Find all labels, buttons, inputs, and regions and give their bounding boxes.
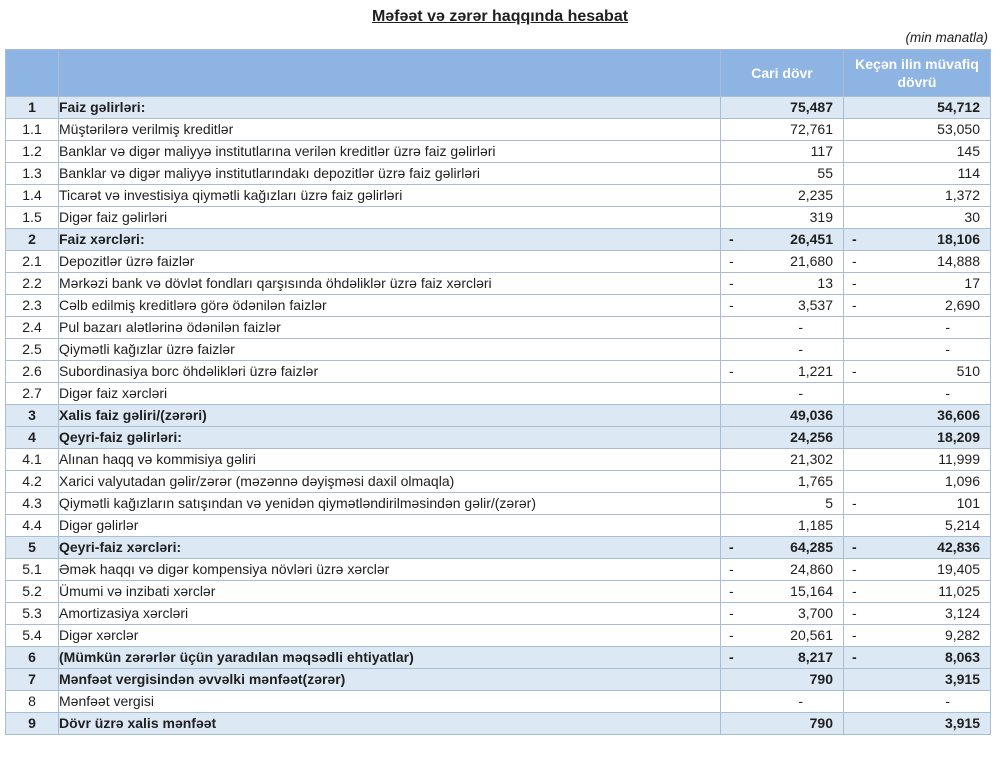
current-period-value xyxy=(721,625,844,647)
previous-period-value xyxy=(844,603,991,625)
header-current-period: Cari dövr xyxy=(721,50,844,97)
row-label: Cəlb edilmiş kreditlərə görə ödənilən faizlər xyxy=(59,295,721,317)
row-label: Digər xərclər xyxy=(59,625,721,647)
previous-period-value xyxy=(844,273,991,295)
negative-sign: - xyxy=(852,231,857,247)
current-period-value xyxy=(721,427,844,449)
row-label: Qiymətli kağızlar üzrə faizlər xyxy=(59,339,721,361)
row-number: 2 xyxy=(6,229,59,251)
row-number: 6 xyxy=(6,647,59,669)
row-number: 1 xyxy=(6,97,59,119)
negative-sign: - xyxy=(729,275,734,291)
previous-period-value: - xyxy=(844,691,991,713)
row-label: Xalis faiz gəliri/(zərəri) xyxy=(59,405,721,427)
previous-period-value xyxy=(844,493,991,515)
table-row xyxy=(6,691,991,713)
row-label: Digər faiz gəlirləri xyxy=(59,207,721,229)
amount: 42,836 xyxy=(937,539,980,555)
previous-period-value xyxy=(844,669,991,691)
table-row xyxy=(6,141,991,163)
amount: 1,372 xyxy=(944,187,980,203)
amount: 15,164 xyxy=(790,583,833,599)
amount: 319 xyxy=(809,209,833,225)
row-number: 2.1 xyxy=(6,251,59,273)
row-label: Mənfəət vergisindən əvvəlki mənfəət(zərər) xyxy=(59,669,721,691)
previous-period-value: - xyxy=(844,317,991,339)
table-row xyxy=(6,207,991,229)
row-number: 5.1 xyxy=(6,559,59,581)
row-label: Digər gəlirlər xyxy=(59,515,721,537)
current-period-value xyxy=(721,493,844,515)
row-number: 2.2 xyxy=(6,273,59,295)
negative-sign: - xyxy=(729,231,734,247)
table-row xyxy=(6,317,991,339)
previous-period-value xyxy=(844,119,991,141)
row-number: 1.2 xyxy=(6,141,59,163)
amount: 54,712 xyxy=(937,99,980,115)
amount: 75,487 xyxy=(790,99,833,115)
current-period-value xyxy=(721,603,844,625)
row-number: 5 xyxy=(6,537,59,559)
amount: 3,124 xyxy=(944,605,980,621)
amount: 114 xyxy=(957,165,980,181)
current-period-value xyxy=(721,251,844,273)
table-row xyxy=(6,119,991,141)
header-row xyxy=(6,50,991,97)
previous-period-value xyxy=(844,449,991,471)
amount: 117 xyxy=(810,143,833,159)
table-row xyxy=(6,185,991,207)
row-number: 4.1 xyxy=(6,449,59,471)
amount: 17 xyxy=(964,275,980,291)
row-number: 4.2 xyxy=(6,471,59,493)
negative-sign: - xyxy=(852,495,857,511)
amount: 36,606 xyxy=(937,407,980,423)
amount: 510 xyxy=(956,363,980,379)
amount: 11,999 xyxy=(938,451,980,467)
previous-period-value xyxy=(844,185,991,207)
previous-period-value xyxy=(844,405,991,427)
amount: 21,680 xyxy=(790,253,833,269)
amount: 9,282 xyxy=(944,627,980,643)
row-label: Alınan haqq və kommisiya gəliri xyxy=(59,449,721,471)
row-number: 5.4 xyxy=(6,625,59,647)
negative-sign: - xyxy=(852,605,857,621)
row-number: 5.2 xyxy=(6,581,59,603)
previous-period-value xyxy=(844,141,991,163)
negative-sign: - xyxy=(729,561,734,577)
table-row xyxy=(6,669,991,691)
negative-sign: - xyxy=(852,627,857,643)
row-label: Qiymətli kağızların satışından və yenidən qiymətləndirilməsindən gəlir/(zərər) xyxy=(59,493,721,515)
table-row xyxy=(6,515,991,537)
row-label: Digər faiz xərcləri xyxy=(59,383,721,405)
previous-period-value: - xyxy=(844,339,991,361)
current-period-value xyxy=(721,669,844,691)
row-number: 4.4 xyxy=(6,515,59,537)
row-label: Dövr üzrə xalis mənfəət xyxy=(59,713,721,735)
amount: 101 xyxy=(956,495,980,511)
table-row xyxy=(6,427,991,449)
negative-sign: - xyxy=(852,253,857,269)
table-row xyxy=(6,493,991,515)
row-number: 4.3 xyxy=(6,493,59,515)
current-period-value xyxy=(721,647,844,669)
table-row xyxy=(6,273,991,295)
current-period-value xyxy=(721,163,844,185)
row-number: 2.3 xyxy=(6,295,59,317)
negative-sign: - xyxy=(729,539,734,555)
income-statement-table xyxy=(5,49,991,735)
previous-period-value xyxy=(844,251,991,273)
unit-note: (min manatla) xyxy=(905,30,988,45)
current-period-value xyxy=(721,559,844,581)
negative-sign: - xyxy=(852,649,857,665)
amount: 1,185 xyxy=(797,517,833,533)
row-label: Banklar və digər maliyyə institutlarındakı depozitlər üzrə faiz gəlirləri xyxy=(59,163,721,185)
row-number: 1.5 xyxy=(6,207,59,229)
row-number: 2.5 xyxy=(6,339,59,361)
row-label: Ticarət və investisiya qiymətli kağızları üzrə faiz gəlirləri xyxy=(59,185,721,207)
table-row xyxy=(6,449,991,471)
amount: 1,221 xyxy=(797,363,833,379)
table-row xyxy=(6,559,991,581)
negative-sign: - xyxy=(729,627,734,643)
amount: 3,915 xyxy=(944,715,980,731)
row-label: Mərkəzi bank və dövlət fondları qarşısında öhdəliklər üzrə faiz xərcləri xyxy=(59,273,721,295)
row-number: 2.4 xyxy=(6,317,59,339)
row-number: 2.7 xyxy=(6,383,59,405)
amount: 8,217 xyxy=(797,649,833,665)
negative-sign: - xyxy=(729,363,734,379)
row-number: 9 xyxy=(6,713,59,735)
previous-period-value xyxy=(844,559,991,581)
current-period-value xyxy=(721,97,844,119)
current-period-value xyxy=(721,449,844,471)
table-row xyxy=(6,361,991,383)
current-period-value xyxy=(721,229,844,251)
negative-sign: - xyxy=(852,297,857,313)
current-period-value: - xyxy=(721,691,844,713)
previous-period-value xyxy=(844,207,991,229)
current-period-value xyxy=(721,471,844,493)
table-row xyxy=(6,603,991,625)
negative-sign: - xyxy=(729,297,734,313)
row-label: Faiz xərcləri: xyxy=(59,229,721,251)
amount: 18,209 xyxy=(937,429,980,445)
amount: 5,214 xyxy=(944,517,980,533)
row-label: Qeyri-faiz xərcləri: xyxy=(59,537,721,559)
table-row xyxy=(6,405,991,427)
negative-sign: - xyxy=(729,605,734,621)
row-label: Əmək haqqı və digər kompensiya növləri üzrə xərclər xyxy=(59,559,721,581)
row-label: (Mümkün zərərlər üçün yaradılan məqsədli ehtiyatlar) xyxy=(59,647,721,669)
amount: 72,761 xyxy=(790,121,833,137)
amount: 3,915 xyxy=(944,671,980,687)
amount: 53,050 xyxy=(937,121,980,137)
row-number: 1.3 xyxy=(6,163,59,185)
row-number: 7 xyxy=(6,669,59,691)
table-row xyxy=(6,97,991,119)
amount: 13 xyxy=(817,275,833,291)
previous-period-value xyxy=(844,625,991,647)
amount: 5 xyxy=(825,495,833,511)
negative-sign: - xyxy=(852,539,857,555)
amount: 24,256 xyxy=(790,429,833,445)
row-number: 8 xyxy=(6,691,59,713)
header-number xyxy=(6,50,59,97)
previous-period-value xyxy=(844,581,991,603)
amount: 30 xyxy=(964,209,980,225)
amount: 790 xyxy=(809,671,833,687)
row-number: 2.6 xyxy=(6,361,59,383)
header-label xyxy=(59,50,721,97)
negative-sign: - xyxy=(852,561,857,577)
previous-period-value xyxy=(844,537,991,559)
amount: 790 xyxy=(809,715,833,731)
row-label: Mənfəət vergisi xyxy=(59,691,721,713)
row-label: Subordinasiya borc öhdəlikləri üzrə faizlər xyxy=(59,361,721,383)
current-period-value xyxy=(721,119,844,141)
previous-period-value: - xyxy=(844,383,991,405)
amount: 2,235 xyxy=(797,187,833,203)
current-period-value xyxy=(721,361,844,383)
amount: 2,690 xyxy=(944,297,980,313)
previous-period-value xyxy=(844,97,991,119)
negative-sign: - xyxy=(852,275,857,291)
table-row xyxy=(6,471,991,493)
previous-period-value xyxy=(844,471,991,493)
current-period-value: - xyxy=(721,383,844,405)
table-row xyxy=(6,339,991,361)
negative-sign: - xyxy=(729,649,734,665)
amount: 49,036 xyxy=(790,407,833,423)
current-period-value xyxy=(721,207,844,229)
negative-sign: - xyxy=(852,363,857,379)
row-label: Banklar və digər maliyyə institutlarına verilən kreditlər üzrə faiz gəlirləri xyxy=(59,141,721,163)
table-row xyxy=(6,537,991,559)
amount: 26,451 xyxy=(790,231,833,247)
amount: 19,405 xyxy=(937,561,980,577)
header-previous-period: Keçən ilin müvafiq dövrü xyxy=(844,50,991,97)
current-period-value xyxy=(721,185,844,207)
amount: 21,302 xyxy=(790,451,833,467)
table-row xyxy=(6,163,991,185)
previous-period-value xyxy=(844,427,991,449)
previous-period-value xyxy=(844,713,991,735)
row-label: Faiz gəlirləri: xyxy=(59,97,721,119)
current-period-value xyxy=(721,141,844,163)
negative-sign: - xyxy=(852,583,857,599)
table-row xyxy=(6,647,991,669)
amount: 11,025 xyxy=(938,583,980,599)
row-label: Ümumi və inzibati xərclər xyxy=(59,581,721,603)
table-row xyxy=(6,251,991,273)
previous-period-value xyxy=(844,295,991,317)
amount: 20,561 xyxy=(790,627,833,643)
amount: 145 xyxy=(956,143,980,159)
amount: 18,106 xyxy=(937,231,980,247)
row-label: Xarici valyutadan gəlir/zərər (məzənnə dəyişməsi daxil olmaqla) xyxy=(59,471,721,493)
row-label: Depozitlər üzrə faizlər xyxy=(59,251,721,273)
amount: 24,860 xyxy=(790,561,833,577)
amount: 3,700 xyxy=(797,605,833,621)
previous-period-value xyxy=(844,229,991,251)
row-label: Amortizasiya xərcləri xyxy=(59,603,721,625)
previous-period-value xyxy=(844,647,991,669)
current-period-value xyxy=(721,581,844,603)
table-row xyxy=(6,383,991,405)
amount: 14,888 xyxy=(937,253,980,269)
negative-sign: - xyxy=(729,253,734,269)
row-number: 1.1 xyxy=(6,119,59,141)
current-period-value xyxy=(721,515,844,537)
current-period-value: - xyxy=(721,339,844,361)
negative-sign: - xyxy=(729,583,734,599)
table-row xyxy=(6,229,991,251)
table-row xyxy=(6,295,991,317)
previous-period-value xyxy=(844,361,991,383)
table-row xyxy=(6,581,991,603)
row-number: 5.3 xyxy=(6,603,59,625)
amount: 8,063 xyxy=(944,649,980,665)
previous-period-value xyxy=(844,163,991,185)
amount: 1,765 xyxy=(797,473,833,489)
row-label: Pul bazarı alətlərinə ödənilən faizlər xyxy=(59,317,721,339)
current-period-value: - xyxy=(721,317,844,339)
row-number: 3 xyxy=(6,405,59,427)
previous-period-value xyxy=(844,515,991,537)
row-label: Müştərilərə verilmiş kreditlər xyxy=(59,119,721,141)
current-period-value xyxy=(721,273,844,295)
amount: 3,537 xyxy=(797,297,833,313)
current-period-value xyxy=(721,405,844,427)
row-label: Qeyri-faiz gəlirləri: xyxy=(59,427,721,449)
table-row xyxy=(6,713,991,735)
amount: 55 xyxy=(817,165,833,181)
current-period-value xyxy=(721,295,844,317)
table-header xyxy=(6,50,991,97)
page-title: Məfəət və zərər haqqında hesabat xyxy=(371,8,629,25)
amount: 1,096 xyxy=(944,473,980,489)
table-row xyxy=(6,625,991,647)
row-number: 4 xyxy=(6,427,59,449)
current-period-value xyxy=(721,537,844,559)
amount: 64,285 xyxy=(790,539,833,555)
current-period-value xyxy=(721,713,844,735)
row-number: 1.4 xyxy=(6,185,59,207)
table-body xyxy=(6,97,991,735)
